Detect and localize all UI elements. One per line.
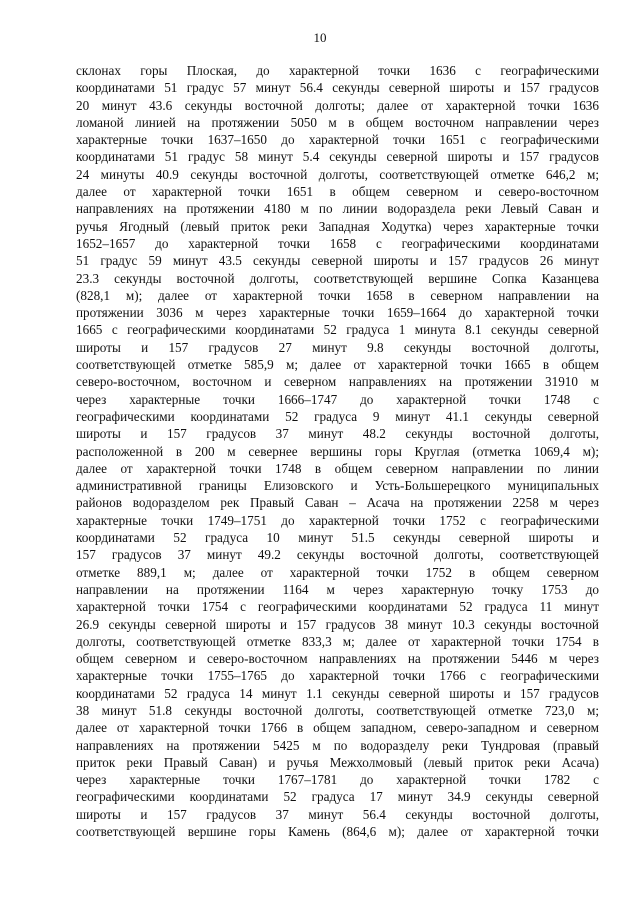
text-line: (828,1 м); далее от характерной точки 1658 в северном направлении на: [76, 287, 599, 303]
text-line: административной границы Елизовского и Усть-Большерецкого муниципальных: [76, 478, 599, 494]
text-line: северо-восточном, восточном и северном направлениях на протяжении 31910 м: [76, 374, 599, 390]
text-line: 38 минут 51.8 секунды восточной долготы, соответствующей отметке 723,0 м;: [76, 702, 599, 718]
text-line: далее от характерной точки 1651 в общем северном и северо-восточном: [76, 184, 599, 200]
text-line: через характерные точки 1767–1781 до характерной точки 1782 с: [76, 772, 599, 788]
text-line: далее от характерной точки 1766 в общем западном, северо-западном и северном: [76, 720, 599, 736]
text-line: координатами 51 градус 57 минут 56.4 секунды северной широты и 157 градусов: [76, 80, 599, 96]
text-line: склонах горы Плоская, до характерной точки 1636 с географическими: [76, 63, 599, 78]
text-line: через характерные точки 1666–1747 до характерной точки 1748 с: [76, 391, 599, 407]
text-line: протяжении 3036 м через характерные точки 1659–1664 до характерной точки: [76, 305, 599, 321]
text-line: долготы, соответствующей отметке 833,3 м; далее от характерной точки 1754 в: [76, 633, 599, 649]
text-line: отметке 889,1 м; далее от характерной точки 1752 в общем северном: [76, 564, 599, 580]
text-line: 51 градус 59 минут 43.5 секунды северной широты и 157 градусов 26 минут: [76, 253, 599, 269]
text-line: направлениях на протяжении 4180 м по линии водораздела реки Левый Саван и: [76, 201, 599, 217]
text-line: соответствующей вершине горы Камень (864,6 м); далее от характерной точки: [76, 824, 599, 840]
text-line: общем северном и северо-восточном направлениях на протяжении 5446 м через: [76, 651, 599, 667]
text-line: широты и 157 градусов 37 минут 48.2 секунды восточной долготы,: [76, 426, 599, 442]
text-line: соответствующей отметке 585,9 м; далее от характерной точки 1665 в общем: [76, 357, 599, 373]
text-line: координатами 51 градус 58 минут 5.4 секунды северной широты и 157 градусов: [76, 149, 599, 165]
text-line: 20 минут 43.6 секунды восточной долготы; далее от характерной точки 1636: [76, 97, 599, 113]
page-number: 10: [313, 30, 327, 45]
text-line: далее от характерной точки 1748 в общем северном направлении по линии: [76, 460, 599, 476]
text-line: характерные точки 1755–1765 до характерной точки 1766 с географическими: [76, 668, 599, 684]
text-line: координатами 52 градуса 14 минут 1.1 секунды северной широты и 157 градусов: [76, 685, 599, 701]
text-line: 1665 с географическими координатами 52 градуса 1 минута 8.1 секунды северной: [76, 322, 599, 338]
text-line: характерной точки 1754 с географическими координатами 52 градуса 11 минут: [76, 599, 599, 615]
text-line: 24 минуты 40.9 секунды восточной долготы, соответствующей отметке 646,2 м;: [76, 166, 599, 182]
text-line: географическими координатами 52 градуса 17 минут 34.9 секунды северной: [76, 789, 599, 805]
text-line: направлениях на протяжении 5425 м по водоразделу реки Тундровая (правый: [76, 737, 599, 753]
text-line: характерные точки 1637–1650 до характерной точки 1651 с географическими: [76, 132, 599, 148]
text-line: районов водоразделом рек Правый Саван – Асача на протяжении 2258 м через: [76, 495, 599, 511]
text-line: направлении на протяжении 1164 м через характерную точку 1753 до: [76, 581, 599, 597]
text-line: широты и 157 градусов 27 минут 9.8 секунды восточной долготы,: [76, 339, 599, 355]
text-line: 1652–1657 до характерной точки 1658 с географическими координатами: [76, 235, 599, 251]
text-line: приток реки Правый Саван) и ручья Межхолмовый (левый приток реки Асача): [76, 754, 599, 770]
text-line: ломаной линией на протяжении 5050 м в общем восточном направлении через: [76, 114, 599, 130]
text-line: 23.3 секунды восточной долготы, соответствующей вершине Сопка Казанцева: [76, 270, 599, 286]
text-line: 26.9 секунды северной широты и 157 градусов 38 минут 10.3 секунды восточной: [76, 616, 599, 632]
text-line: ручья Ягодный (левый приток реки Западная Ходутка) через характерные точки: [76, 218, 599, 234]
text-line: расположенной в 200 м севернее вершины горы Круглая (отметка 1069,4 м);: [76, 443, 599, 459]
text-line: 157 градусов 37 минут 49.2 секунды восточной долготы, соответствующей: [76, 547, 599, 563]
text-line: координатами 52 градуса 10 минут 51.5 секунды северной широты и: [76, 530, 599, 546]
body-text: [76, 62, 599, 840]
text-line: широты и 157 градусов 37 минут 56.4 секунды восточной долготы,: [76, 806, 599, 822]
text-line: географическими координатами 52 градуса 9 минут 41.1 секунды северной: [76, 408, 599, 424]
text-line: характерные точки 1749–1751 до характерной точки 1752 с географическими: [76, 512, 599, 528]
